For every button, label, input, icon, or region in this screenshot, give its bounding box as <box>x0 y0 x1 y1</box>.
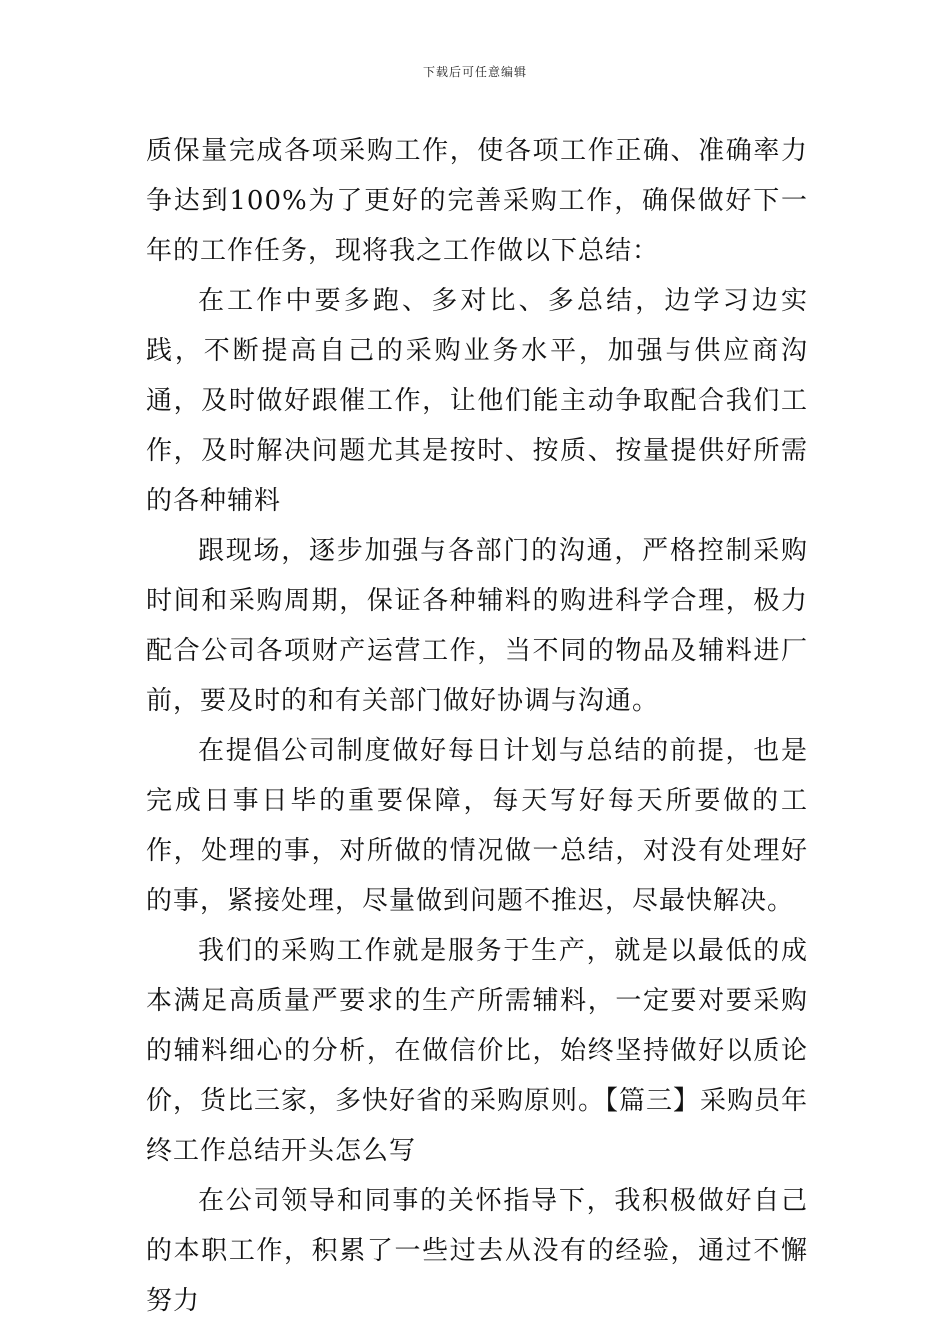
paragraph-6: 在公司领导和同事的关怀指导下，我积极做好自己的本职工作，积累了一些过去从没有的经验，通过不懈努力 <box>146 1186 808 1316</box>
paragraph-3: 跟现场，逐步加强与各部门的沟通，严格控制采购时间和采购周期，保证各种辅料的购进科学合理，极力配合公司各项财产运营工作，当不同的物品及辅料进厂前，要及时的和有关部门做好协调与沟通。 <box>146 536 808 716</box>
paragraph-4: 在提倡公司制度做好每日计划与总结的前提，也是完成日事日毕的重要保障，每天写好每天所要做的工作，处理的事，对所做的情况做一总结，对没有处理好的事，紧接处理，尽量做到问题不推迟，尽最快解决。 <box>146 736 808 916</box>
document-body <box>146 126 808 1326</box>
paragraph-2: 在工作中要多跑、多对比、多总结，边学习边实践，不断提高自己的采购业务水平，加强与供应商沟通，及时做好跟催工作，让他们能主动争取配合我们工作，及时解决问题尤其是按时、按质、按量提供好所需的各种辅料 <box>146 286 808 516</box>
paragraph-5: 我们的采购工作就是服务于生产，就是以最低的成本满足高质量严要求的生产所需辅料，一定要对要采购的辅料细心的分析，在做信价比，始终坚持做好以质论价，货比三家，多快好省的采购原则。【篇三】采购员年终工作总结开头怎么写 <box>146 936 809 1166</box>
page-header: 下载后可任意编辑 <box>422 65 527 79</box>
paragraph-1: 质保量完成各项采购工作，使各项工作正确、准确率力争达到100%为了更好的完善采购工作，确保做好下一年的工作任务，现将我之工作做以下总结： <box>146 136 808 266</box>
